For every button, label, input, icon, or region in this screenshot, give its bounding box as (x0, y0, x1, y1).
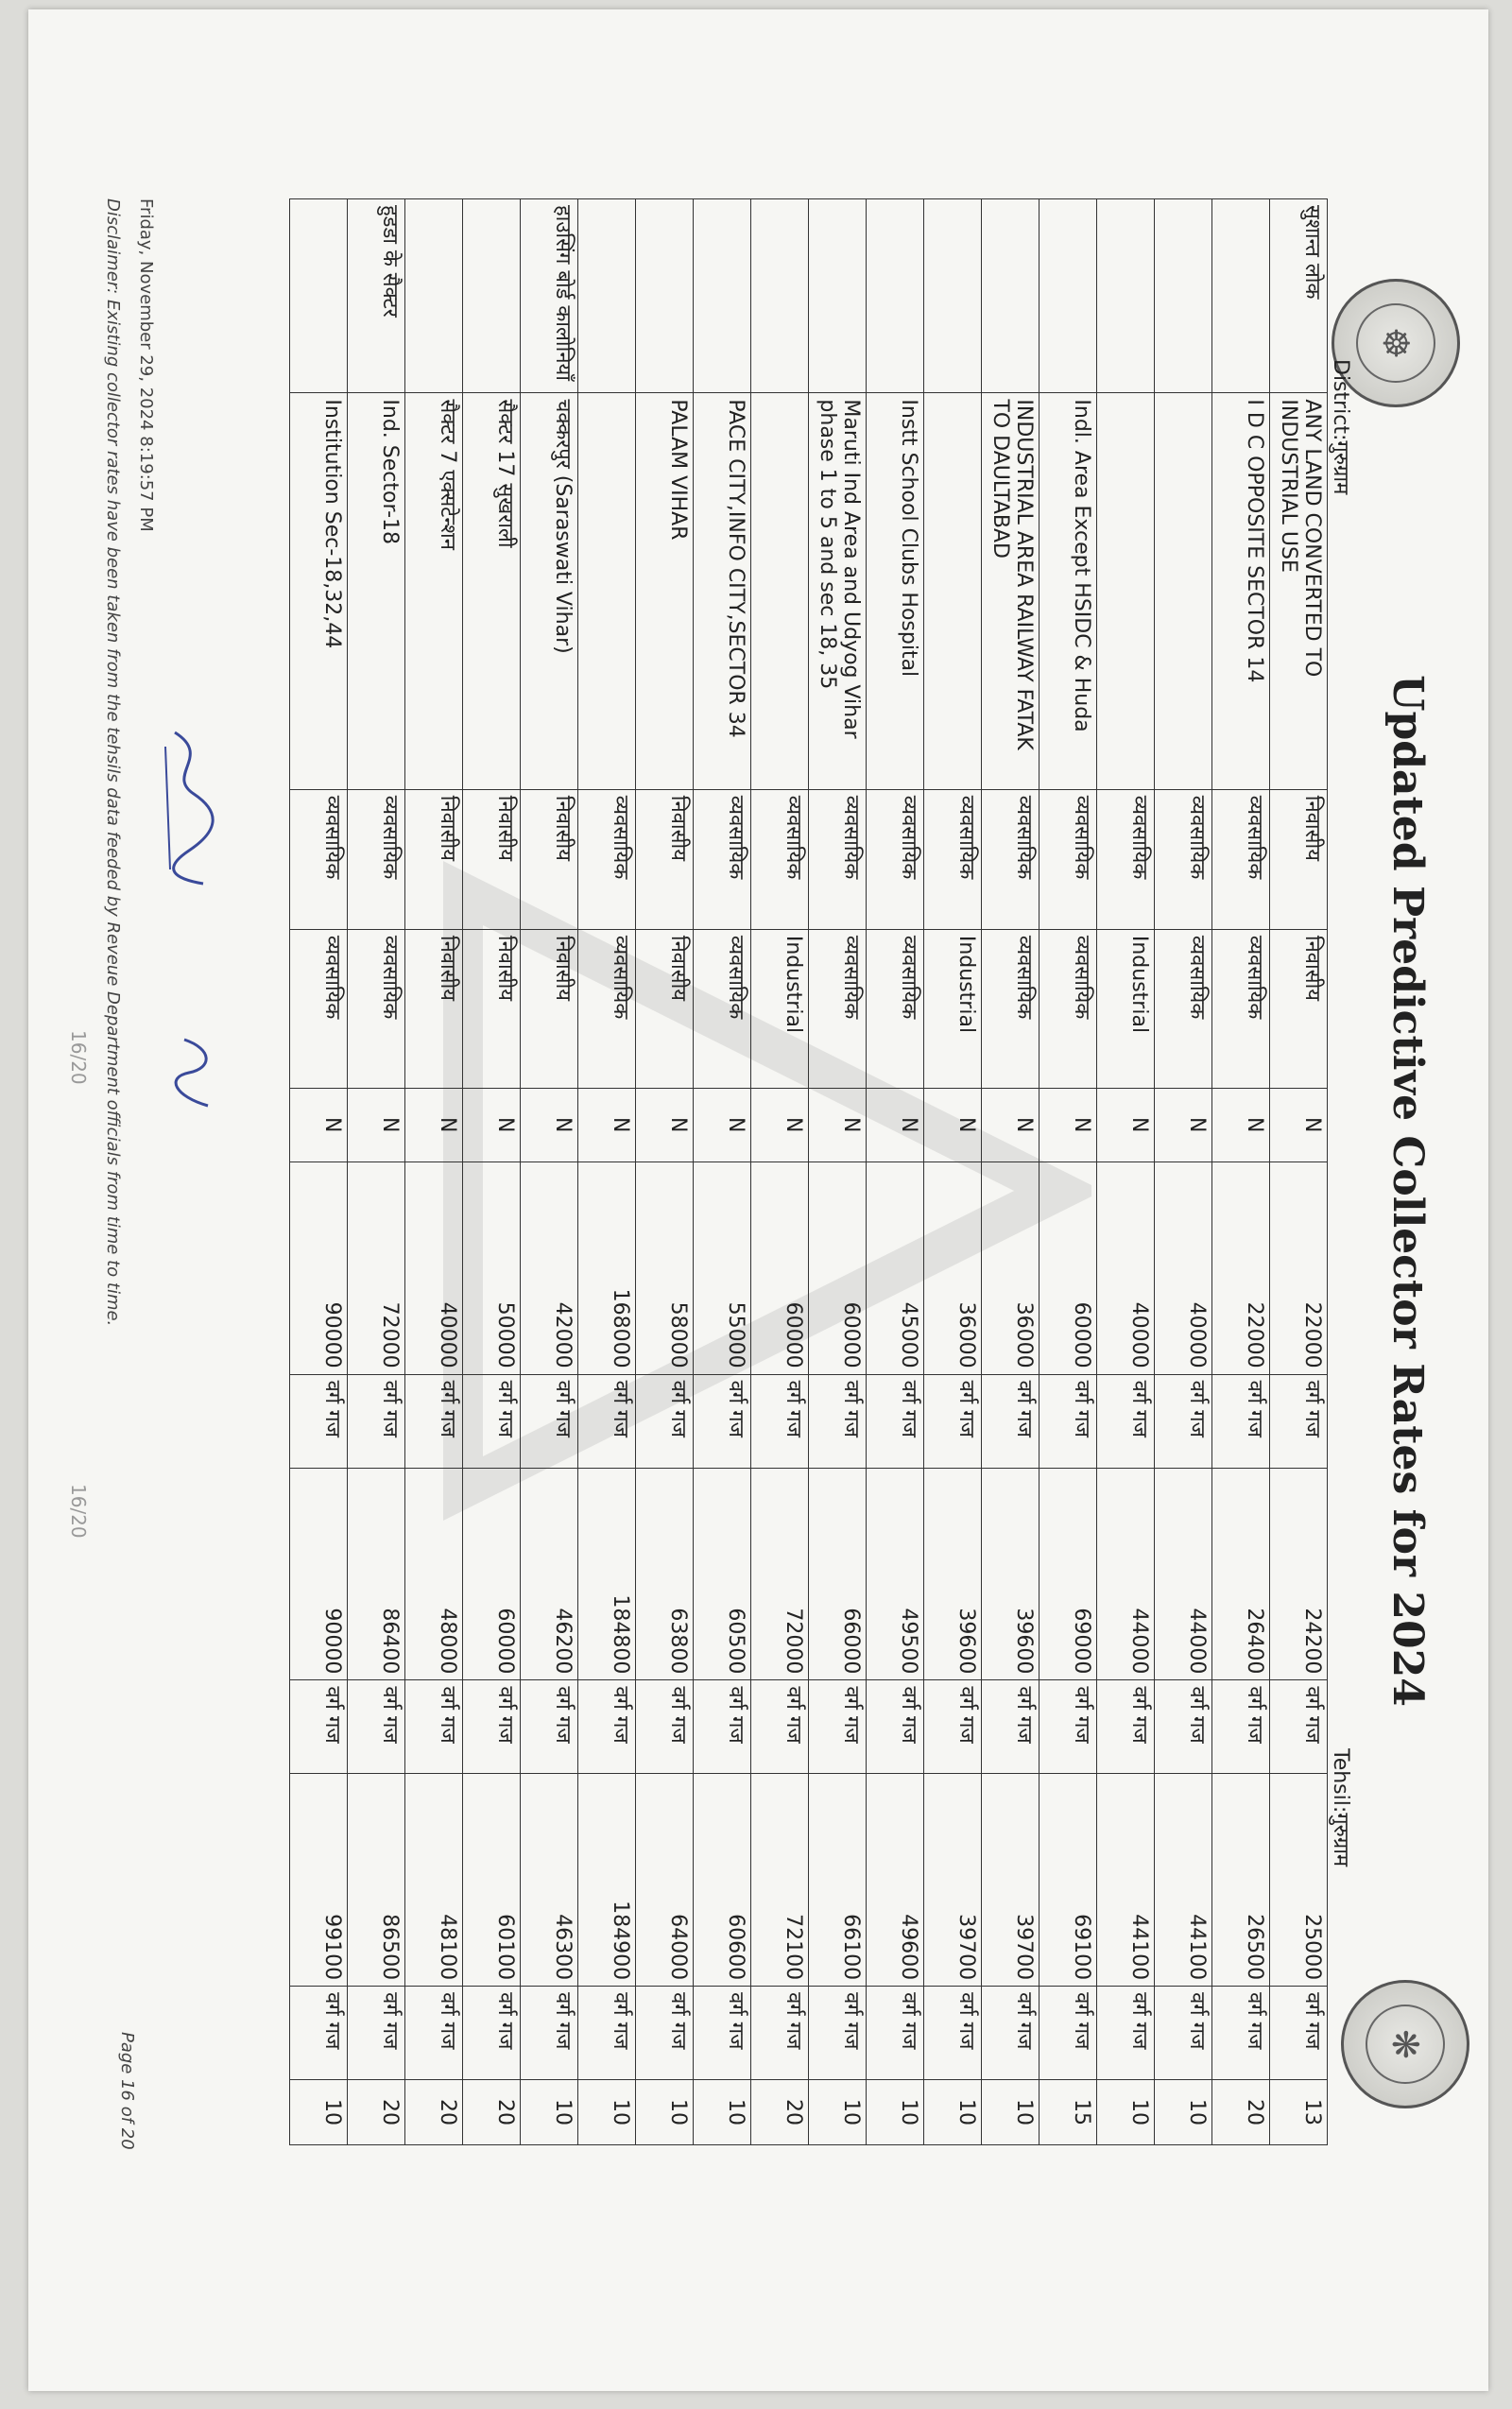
land-use-cell: Industrial (751, 929, 809, 1088)
land-use-cell: निवासीय (405, 929, 463, 1088)
land-type-cell: व्यवसायिक (290, 789, 348, 929)
table-row (982, 199, 1040, 2145)
increase-percent-cell: 10 (1155, 2080, 1212, 2145)
increase-percent-cell: 10 (290, 2080, 348, 2145)
rate-2023-cell: 60000 (809, 1161, 867, 1374)
colony-cell (636, 199, 694, 393)
land-use-cell: व्यवसायिक (290, 929, 348, 1088)
increase-percent-cell: 10 (521, 2080, 578, 2145)
rate-proposed-cell: 46200 (521, 1468, 578, 1680)
rate-2023-cell: 55000 (694, 1161, 751, 1374)
rate-2024-cell: 48100 (405, 1774, 463, 1987)
rate-2024-cell: 86500 (348, 1774, 405, 1987)
colony-cell (694, 199, 751, 393)
increase-percent-cell: 10 (636, 2080, 694, 2145)
unit-cell: वर्ग गज (636, 1987, 694, 2080)
land-type-cell: व्यवसायिक (1155, 789, 1212, 929)
flag-cell: N (809, 1088, 867, 1161)
rate-proposed-cell: 60000 (463, 1468, 521, 1680)
unit-cell: वर्ग गज (924, 1987, 982, 2080)
scanned-page (28, 9, 1488, 2391)
land-use-cell: निवासीय (636, 929, 694, 1088)
land-type-cell: निवासीय (463, 789, 521, 929)
unit-cell: वर्ग गज (1212, 1987, 1270, 2080)
rate-2024-cell: 72100 (751, 1774, 809, 1987)
flag-cell: N (1270, 1088, 1328, 1161)
locality-cell: PALAM VIHAR (636, 393, 694, 789)
flag-cell: N (290, 1088, 348, 1161)
table-row (694, 199, 751, 2145)
land-type-cell: व्यवसायिक (924, 789, 982, 929)
tehsil-label: Tehsil:गुरुग्राम (1329, 1748, 1352, 1867)
unit-cell: वर्ग गज (1040, 1374, 1097, 1468)
rate-proposed-cell: 44000 (1097, 1468, 1155, 1680)
table-row (867, 199, 924, 2145)
colony-cell (578, 199, 636, 393)
colony-cell (1155, 199, 1212, 393)
table-row (1155, 199, 1212, 2145)
unit-cell: वर्ग गज (694, 1987, 751, 2080)
rate-2024-cell: 49600 (867, 1774, 924, 1987)
locality-cell (924, 393, 982, 789)
land-use-cell: व्यवसायिक (694, 929, 751, 1088)
rate-2024-cell: 39700 (982, 1774, 1040, 1987)
flag-cell: N (1040, 1088, 1097, 1161)
page-number: Page 16 of 20 (117, 2032, 137, 2150)
colony-cell: सुशान्त लोक (1270, 199, 1328, 393)
rate-2023-cell: 168000 (578, 1161, 636, 1374)
flag-cell: N (982, 1088, 1040, 1161)
unit-cell: वर्ग गज (1097, 1987, 1155, 2080)
unit-cell: वर्ग गज (521, 1680, 578, 1774)
stamp-number: 16/20 (67, 1484, 90, 1539)
locality-cell: INDUSTRIAL AREA RAILWAY FATAK TO DAULTABAD (982, 393, 1040, 789)
land-type-cell: व्यवसायिक (694, 789, 751, 929)
unit-cell: वर्ग गज (290, 1374, 348, 1468)
unit-cell: वर्ग गज (982, 1374, 1040, 1468)
unit-cell: वर्ग गज (809, 1374, 867, 1468)
unit-cell: वर्ग गज (1155, 1680, 1212, 1774)
print-timestamp: Friday, November 29, 2024 8:19:57 PM (136, 198, 156, 532)
collector-rates-table (289, 198, 1328, 2145)
increase-percent-cell: 10 (694, 2080, 751, 2145)
rate-proposed-cell: 49500 (867, 1468, 924, 1680)
unit-cell: वर्ग गज (1040, 1680, 1097, 1774)
unit-cell: वर्ग गज (982, 1680, 1040, 1774)
locality-cell (1155, 393, 1212, 789)
rate-2023-cell: 22000 (1212, 1161, 1270, 1374)
table-row (1212, 199, 1270, 2145)
unit-cell: वर्ग गज (751, 1680, 809, 1774)
unit-cell: वर्ग गज (751, 1987, 809, 2080)
unit-cell: वर्ग गज (867, 1680, 924, 1774)
table-row (463, 199, 521, 2145)
locality-cell: Maruti Ind Area and Udyog Vihar phase 1 to 5 and sec 18, 35 (809, 393, 867, 789)
unit-cell: वर्ग गज (636, 1680, 694, 1774)
rate-2024-cell: 184900 (578, 1774, 636, 1987)
table-row (1097, 199, 1155, 2145)
land-type-cell: व्यवसायिक (751, 789, 809, 929)
locality-cell: ANY LAND CONVERTED TO INDUSTRIAL USE (1270, 393, 1328, 789)
colony-cell: हुडडा के सैक्टर (348, 199, 405, 393)
unit-cell: वर्ग गज (521, 1987, 578, 2080)
rate-2023-cell: 40000 (405, 1161, 463, 1374)
rate-2023-cell: 72000 (348, 1161, 405, 1374)
rate-2023-cell: 40000 (1097, 1161, 1155, 1374)
land-type-cell: व्यवसायिक (1097, 789, 1155, 929)
colony-cell (290, 199, 348, 393)
land-use-cell: व्यवसायिक (809, 929, 867, 1088)
district-label: District:गुरुग्राम (1329, 359, 1352, 495)
land-use-cell: निवासीय (521, 929, 578, 1088)
land-use-cell: निवासीय (463, 929, 521, 1088)
unit-cell: वर्ग गज (924, 1374, 982, 1468)
land-use-cell: व्यवसायिक (348, 929, 405, 1088)
locality-cell: PACE CITY,INFO CITY,SECTOR 34 (694, 393, 751, 789)
increase-percent-cell: 20 (1212, 2080, 1270, 2145)
colony-cell (867, 199, 924, 393)
locality-cell: चक्करपुर (Saraswati Vihar) (521, 393, 578, 789)
unit-cell: वर्ग गज (578, 1987, 636, 2080)
land-use-cell: व्यवसायिक (867, 929, 924, 1088)
table-row (405, 199, 463, 2145)
table-row (924, 199, 982, 2145)
unit-cell: वर्ग गज (1040, 1987, 1097, 2080)
rate-2024-cell: 64000 (636, 1774, 694, 1987)
unit-cell: वर्ग गज (521, 1374, 578, 1468)
land-type-cell: व्यवसायिक (982, 789, 1040, 929)
flag-cell: N (636, 1088, 694, 1161)
unit-cell: वर्ग गज (348, 1374, 405, 1468)
unit-cell: वर्ग गज (694, 1374, 751, 1468)
colony-cell (1040, 199, 1097, 393)
flag-cell: N (924, 1088, 982, 1161)
revenue-department-seal-icon: ❋ (1341, 1980, 1469, 2108)
flag-cell: N (1155, 1088, 1212, 1161)
rate-proposed-cell: 66000 (809, 1468, 867, 1680)
stamp-number: 16/20 (67, 1030, 90, 1085)
flag-cell: N (578, 1088, 636, 1161)
disclaimer-text: Disclaimer: Existing collector rates have been taken from the tehsils data feeded by Reveue Department officials from time to time. (103, 198, 123, 1327)
land-type-cell: व्यवसायिक (578, 789, 636, 929)
unit-cell: वर्ग गज (405, 1374, 463, 1468)
rate-proposed-cell: 24200 (1270, 1468, 1328, 1680)
table-row (348, 199, 405, 2145)
unit-cell: वर्ग गज (924, 1680, 982, 1774)
flag-cell: N (463, 1088, 521, 1161)
unit-cell: वर्ग गज (290, 1680, 348, 1774)
increase-percent-cell: 10 (578, 2080, 636, 2145)
unit-cell: वर्ग गज (982, 1987, 1040, 2080)
unit-cell: वर्ग गज (1097, 1374, 1155, 1468)
locality-cell: Indl. Area Except HSIDC & Huda (1040, 393, 1097, 789)
rate-2024-cell: 25000 (1270, 1774, 1328, 1987)
table-row (290, 199, 348, 2145)
rate-2023-cell: 22000 (1270, 1161, 1328, 1374)
rate-2024-cell: 69100 (1040, 1774, 1097, 1987)
rate-proposed-cell: 39600 (982, 1468, 1040, 1680)
land-type-cell: व्यवसायिक (1040, 789, 1097, 929)
rotated-document (28, 9, 1488, 2372)
rate-2024-cell: 44100 (1155, 1774, 1212, 1987)
land-type-cell: निवासीय (636, 789, 694, 929)
increase-percent-cell: 10 (982, 2080, 1040, 2145)
land-type-cell: व्यवसायिक (867, 789, 924, 929)
rate-2024-cell: 60100 (463, 1774, 521, 1987)
unit-cell: वर्ग गज (809, 1680, 867, 1774)
rate-2023-cell: 60000 (751, 1161, 809, 1374)
flag-cell: N (348, 1088, 405, 1161)
land-type-cell: व्यवसायिक (348, 789, 405, 929)
unit-cell: वर्ग गज (751, 1374, 809, 1468)
unit-cell: वर्ग गज (1270, 1987, 1328, 2080)
unit-cell: वर्ग गज (1212, 1374, 1270, 1468)
locality-cell: I D C OPPOSITE SECTOR 14 (1212, 393, 1270, 789)
rate-2023-cell: 90000 (290, 1161, 348, 1374)
land-type-cell: निवासीय (1270, 789, 1328, 929)
rate-2023-cell: 58000 (636, 1161, 694, 1374)
increase-percent-cell: 10 (809, 2080, 867, 2145)
unit-cell: वर्ग गज (1155, 1987, 1212, 2080)
locality-cell: सैक्टर 7 एक्सटेन्शन (405, 393, 463, 789)
colony-cell (1212, 199, 1270, 393)
table-row (636, 199, 694, 2145)
flag-cell: N (751, 1088, 809, 1161)
unit-cell: वर्ग गज (578, 1680, 636, 1774)
locality-cell (578, 393, 636, 789)
rate-proposed-cell: 72000 (751, 1468, 809, 1680)
locality-cell: सैक्टर 17 सुखराली (463, 393, 521, 789)
rate-2023-cell: 36000 (924, 1161, 982, 1374)
increase-percent-cell: 20 (348, 2080, 405, 2145)
signature-icon (156, 728, 222, 888)
table-row (1270, 199, 1328, 2145)
unit-cell: वर्ग गज (348, 1680, 405, 1774)
flag-cell: N (1097, 1088, 1155, 1161)
land-use-cell: Industrial (1097, 929, 1155, 1088)
increase-percent-cell: 20 (751, 2080, 809, 2145)
rate-proposed-cell: 48000 (405, 1468, 463, 1680)
unit-cell: वर्ग गज (1212, 1680, 1270, 1774)
unit-cell: वर्ग गज (1270, 1374, 1328, 1468)
increase-percent-cell: 15 (1040, 2080, 1097, 2145)
unit-cell: वर्ग गज (636, 1374, 694, 1468)
land-use-cell: व्यवसायिक (1040, 929, 1097, 1088)
rate-proposed-cell: 26400 (1212, 1468, 1270, 1680)
unit-cell: वर्ग गज (809, 1987, 867, 2080)
land-use-cell: व्यवसायिक (1155, 929, 1212, 1088)
colony-cell: हाउसिंग बोर्ड कालोनियाँ (521, 199, 578, 393)
locality-cell: Institution Sec-18,32,44 (290, 393, 348, 789)
initials-icon (165, 1030, 222, 1115)
unit-cell: वर्ग गज (463, 1374, 521, 1468)
unit-cell: वर्ग गज (578, 1374, 636, 1468)
colony-cell (982, 199, 1040, 393)
page-title: Updated Predictive Collector Rates for 2024 (1383, 675, 1432, 1707)
land-type-cell: निवासीय (405, 789, 463, 929)
rate-2023-cell: 42000 (521, 1161, 578, 1374)
rate-2023-cell: 60000 (1040, 1161, 1097, 1374)
rate-2024-cell: 44100 (1097, 1774, 1155, 1987)
locality-cell: Ind. Sector-18 (348, 393, 405, 789)
rate-proposed-cell: 44000 (1155, 1468, 1212, 1680)
locality-cell: Instt School Clubs Hospital (867, 393, 924, 789)
table-row (751, 199, 809, 2145)
flag-cell: N (521, 1088, 578, 1161)
rate-2024-cell: 26500 (1212, 1774, 1270, 1987)
increase-percent-cell: 20 (405, 2080, 463, 2145)
colony-cell (463, 199, 521, 393)
land-type-cell: व्यवसायिक (1212, 789, 1270, 929)
locality-cell (1097, 393, 1155, 789)
increase-percent-cell: 20 (463, 2080, 521, 2145)
rate-proposed-cell: 86400 (348, 1468, 405, 1680)
rate-2023-cell: 36000 (982, 1161, 1040, 1374)
rate-2024-cell: 60600 (694, 1774, 751, 1987)
unit-cell: वर्ग गज (694, 1680, 751, 1774)
table-row (809, 199, 867, 2145)
haryana-emblem-icon: ☸ (1332, 279, 1460, 407)
rate-2024-cell: 46300 (521, 1774, 578, 1987)
increase-percent-cell: 10 (1097, 2080, 1155, 2145)
flag-cell: N (694, 1088, 751, 1161)
unit-cell: वर्ग गज (405, 1680, 463, 1774)
rate-proposed-cell: 60500 (694, 1468, 751, 1680)
unit-cell: वर्ग गज (405, 1987, 463, 2080)
colony-cell (924, 199, 982, 393)
flag-cell: N (867, 1088, 924, 1161)
rate-2024-cell: 99100 (290, 1774, 348, 1987)
land-type-cell: व्यवसायिक (809, 789, 867, 929)
locality-cell (751, 393, 809, 789)
table-row (578, 199, 636, 2145)
rate-proposed-cell: 90000 (290, 1468, 348, 1680)
land-type-cell: निवासीय (521, 789, 578, 929)
rate-2023-cell: 50000 (463, 1161, 521, 1374)
rate-proposed-cell: 184800 (578, 1468, 636, 1680)
colony-cell (1097, 199, 1155, 393)
unit-cell: वर्ग गज (463, 1680, 521, 1774)
land-use-cell: व्यवसायिक (1212, 929, 1270, 1088)
flag-cell: N (405, 1088, 463, 1161)
table-row (1040, 199, 1097, 2145)
unit-cell: वर्ग गज (1097, 1680, 1155, 1774)
colony-cell (809, 199, 867, 393)
unit-cell: वर्ग गज (1155, 1374, 1212, 1468)
table-row (521, 199, 578, 2145)
land-use-cell: व्यवसायिक (982, 929, 1040, 1088)
rate-2023-cell: 40000 (1155, 1161, 1212, 1374)
unit-cell: वर्ग गज (290, 1987, 348, 2080)
rate-proposed-cell: 63800 (636, 1468, 694, 1680)
rate-2024-cell: 39700 (924, 1774, 982, 1987)
land-use-cell: निवासीय (1270, 929, 1328, 1088)
colony-cell (405, 199, 463, 393)
rate-2024-cell: 66100 (809, 1774, 867, 1987)
land-use-cell: Industrial (924, 929, 982, 1088)
rate-proposed-cell: 69000 (1040, 1468, 1097, 1680)
increase-percent-cell: 13 (1270, 2080, 1328, 2145)
unit-cell: वर्ग गज (867, 1374, 924, 1468)
unit-cell: वर्ग गज (867, 1987, 924, 2080)
unit-cell: वर्ग गज (348, 1987, 405, 2080)
increase-percent-cell: 10 (924, 2080, 982, 2145)
increase-percent-cell: 10 (867, 2080, 924, 2145)
unit-cell: वर्ग गज (1270, 1680, 1328, 1774)
flag-cell: N (1212, 1088, 1270, 1161)
colony-cell (751, 199, 809, 393)
rate-2023-cell: 45000 (867, 1161, 924, 1374)
land-use-cell: व्यवसायिक (578, 929, 636, 1088)
unit-cell: वर्ग गज (463, 1987, 521, 2080)
rate-proposed-cell: 39600 (924, 1468, 982, 1680)
